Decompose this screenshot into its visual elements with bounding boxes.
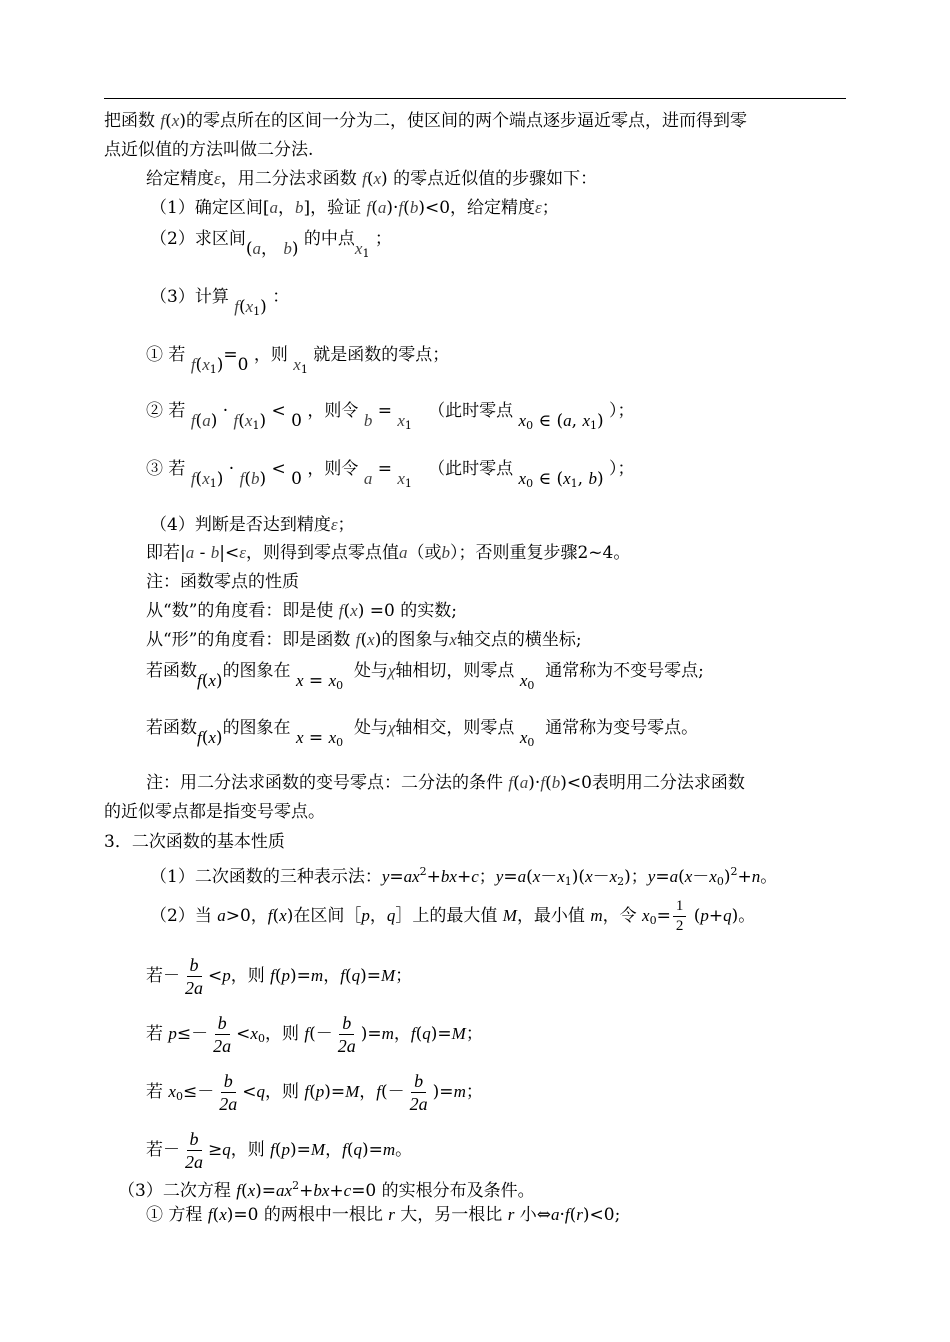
step-2: （2）求区间(a， b) 的中点$x_1$ ； [150,229,392,260]
note-heading: 注：函数零点的性质 [146,572,299,592]
note-crossing: 若函数f(x)的图象在 $x = x_0$ 处与χ轴相交，则零点 $x_0$ 通常称为变号零点。 [146,718,699,749]
step-3: （3）计算 $f(x_1)$ ： [150,287,290,318]
case-3: ③ 若 $f(x_1) \cdot f(b) < 0$ ，则令 $a = x_1$ （此时零点 $x_0$ ∈ ($x_1$, b) ）； [146,459,635,490]
note-sign-change-line1: 注：用二分法求函数的变号零点：二分法的条件 f(a)·f(b)<0表明用二分法求函数 [146,773,745,793]
quad-rule-2: 若 p≤－ $\frac{b}{2a}$ $<x_0$，则 f(－ $\frac{b}{2a}$ )=m，f(q)=M； [146,1013,483,1056]
note-number-view: 从“数”的角度看：即是使 f(x) =0 的实数; [146,601,457,621]
quad-root-distribution: （3）二次方程 $f(x)=ax^2+bx+c=0$ 的实根分布及条件。 [118,1179,535,1201]
step-4: （4）判断是否达到精度ε； [150,515,355,535]
para-bisection-line1: 把函数 f(x)的零点所在的区间一分为二，使区间的两个端点逐步逼近零点，进而得到零 [104,111,747,131]
step-judge: 即若|a - b|<ε，则得到零点零点值a（或b）；否则重复步骤2~4。 [146,543,631,563]
note-sign-change-line2: 的近似零点都是指变号零点。 [104,802,325,822]
case-1: ① 若 $f(x_1)=0$ ，则 $x_1$ 就是函数的零点； [146,345,450,376]
quad-max-min: （2）当 a>0，f(x)在区间［p，q］上的最大值 M，最小值 m，令 $x_0=$ $\frac{1}{2}$ (p+q)。 [150,898,756,934]
steps-intro: 给定精度ε，用二分法求函数 f(x) 的零点近似值的步骤如下： [146,169,598,189]
case-2: ② 若 $f(a) \cdot f(x_1) < 0$ ，则令 $b = x_1$ （此时零点 $x_0$ ∈ (a, $x_1$) ）； [146,401,635,432]
quad-root-case-1: ① 方程 f(x)=0 的两根中一根比 r 大，另一根比 r 小⇔a·f(r)<0; [146,1205,621,1225]
quad-forms: （1）二次函数的三种表示法：$y=ax^2+bx+c$；$y=a(x-x_1)(x-x_2)$；$y=a(x-x_0)^2+n$。 [150,865,778,888]
note-shape-view: 从“形”的角度看：即是函数 f(x)的图象与x轴交点的横坐标; [146,630,582,650]
quad-rule-3: 若 $x_0\le-$ $\frac{b}{2a}$ <q，则 f(p)=M，f(－ $\frac{b}{2a}$ )=m； [146,1071,483,1114]
quad-rule-4: 若－ $\frac{b}{2a}$ ≥q，则 f(p)=M，f(q)=m。 [146,1129,413,1172]
para-bisection-line2: 点近似值的方法叫做二分法. [104,140,314,160]
quad-rule-1: 若－ $\frac{b}{2a}$ <p，则 f(p)=m，f(q)=M； [146,955,413,998]
section-heading-quadratic: 3．二次函数的基本性质 [104,832,285,852]
header-rule [104,98,846,99]
note-tangent: 若函数f(x)的图象在 $x = x_0$ 处与χ轴相切，则零点 $x_0$ 通常称为不变号零点; [146,661,704,692]
step-1: （1）确定区间[a，b]，验证 f(a)·f(b)<0，给定精度ε； [150,198,559,218]
